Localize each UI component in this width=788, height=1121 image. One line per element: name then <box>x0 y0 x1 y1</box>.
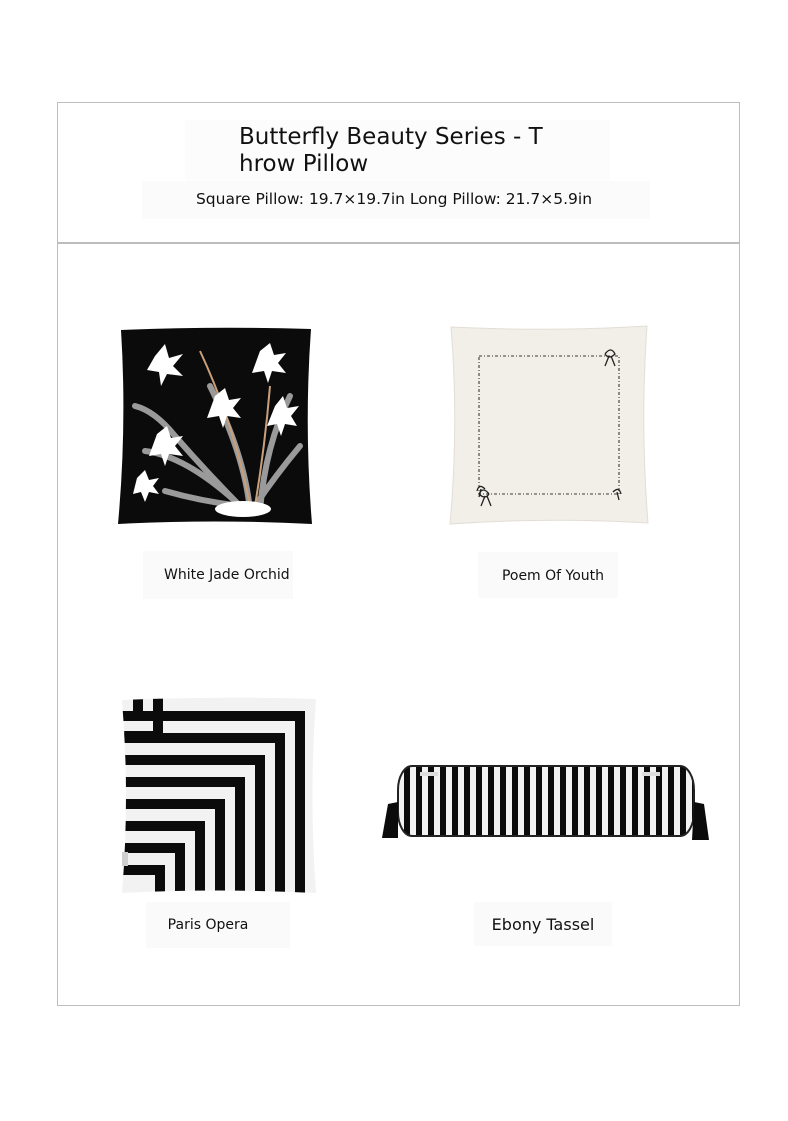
product-name-paris-opera[interactable]: Paris Opera <box>167 917 249 933</box>
ebony-tassel-image[interactable] <box>380 762 710 844</box>
size-subtitle: Square Pillow: 19.7×19.7in Long Pillow: 21.7×5.9in <box>195 190 593 208</box>
paris-opera-image[interactable] <box>118 696 320 896</box>
product-name-poem-of-youth[interactable]: Poem Of Youth <box>501 568 605 584</box>
product-name-ebony-tassel[interactable]: Ebony Tassel <box>491 915 595 934</box>
white-jade-orchid-image[interactable] <box>115 326 315 526</box>
poem-of-youth-image[interactable] <box>447 324 651 526</box>
page-title: Butterfly Beauty Series - Throw Pillow <box>239 124 543 177</box>
product-name-white-jade-orchid[interactable]: White Jade Orchid <box>164 567 290 583</box>
